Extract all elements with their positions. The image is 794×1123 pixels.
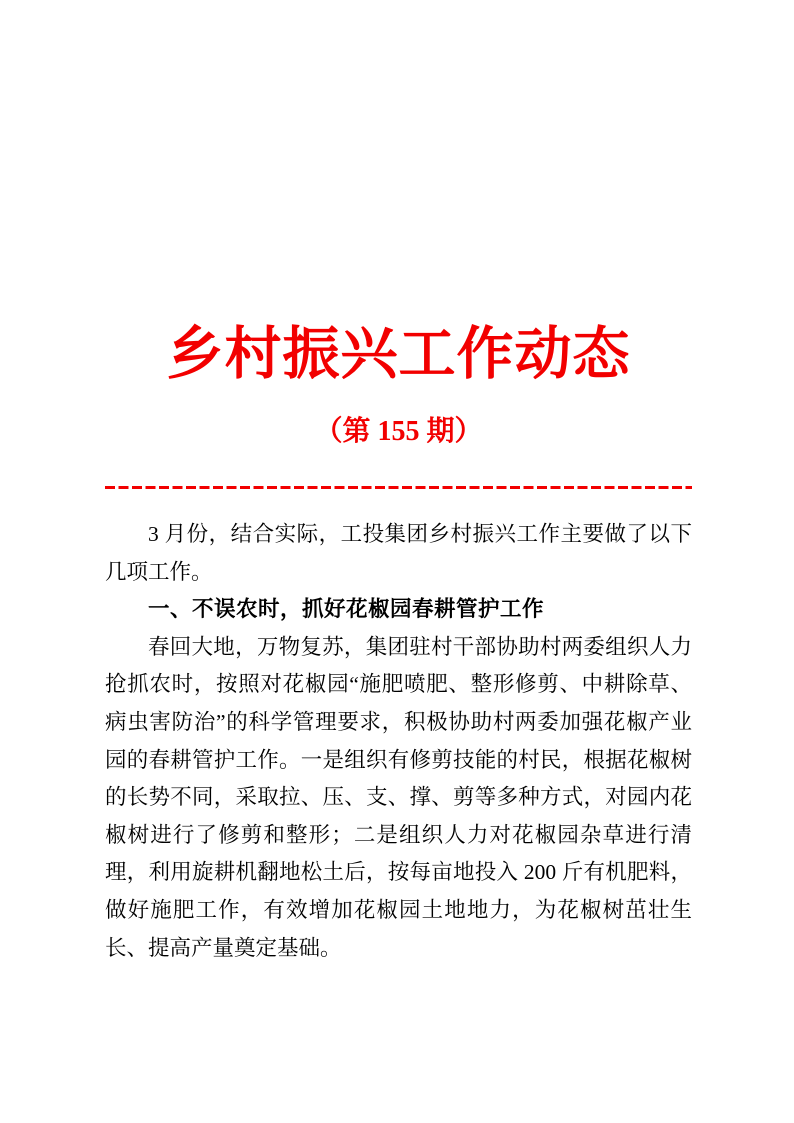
intro-paragraph: 3 月份，结合实际，工投集团乡村振兴工作主要做了以下几项工作。: [105, 522, 692, 584]
document-title: 乡村振兴工作动态: [166, 323, 631, 386]
section-1-paragraph: 春回大地，万物复苏，集团驻村干部协助村两委组织人力抢抓农时，按照对花椒园“施肥喷肥、整形修剪、中耕除草、病虫害防治”的科学管理要求，积极协助村两委加强花椒产业园的春耕管护工作。一是组织有修剪技能的村民，根据花椒树的长势不同，采取拉、压、支、撑、剪等多种方式，对园内花椒树进行了修剪和整形；二是组织人力对花椒园杂草进行清理，利用旋耕机翻地松土后，按每亩地投入 200 斤有机肥料，做好施肥工作，有效增加花椒园土地地力，为花椒树茁壮生长、提高产量奠定基础。: [105, 634, 692, 960]
document-body: [105, 516, 692, 967]
section-1-heading: 一、不误农时，抓好花椒园春耕管护工作: [148, 597, 545, 622]
issue-number: （第 155 期）: [314, 416, 483, 447]
red-dashed-divider: [105, 486, 692, 489]
